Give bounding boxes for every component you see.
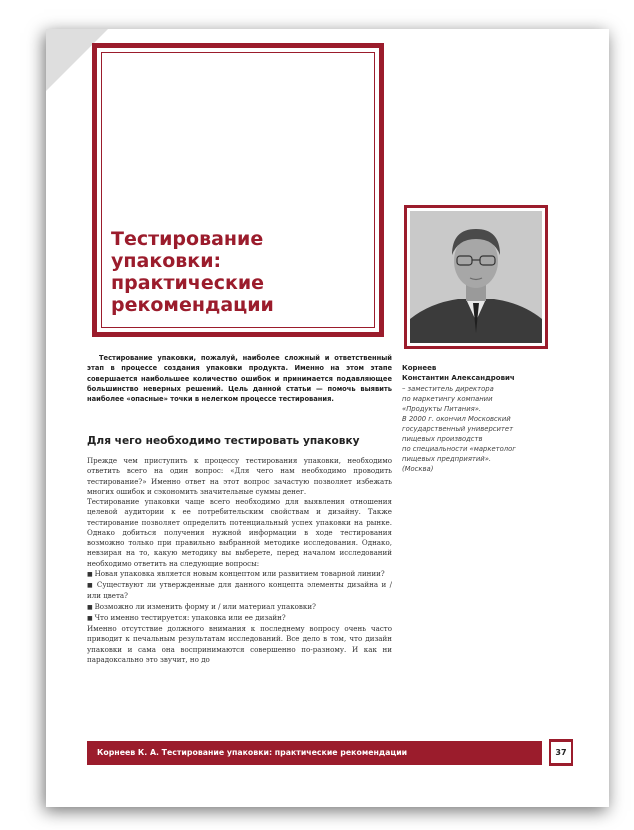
- body-paragraph: Тестирование упаковки чаще всего необходимо для выявления отношения целевой аудитории к ее потребительским свойствам и дизайну. Также тестирование позволяет определить потенциальный успех упаковки на рынке. Однако добиться получения нужной информации в ходе тестирования возможно только при правильно выбранной методике исследования. Однако, невзирая на то, какую методику вы выберете, перед началом исследований необходимо ответить на следующие вопросы:: [87, 497, 392, 568]
- body-paragraph: Прежде чем приступить к процессу тестирования упаковки, необходимо ответить всего на один вопрос: «Для чего нам необходимо проводить тестирование?» Именно ответ на этот вопрос зачастую позволяет избежать многих ошибок и сэкономить значительные суммы денег.: [87, 456, 392, 496]
- section-heading: Для чего необходимо тестировать упаковку: [87, 435, 360, 447]
- article-title: Тестирование упаковки: практические рекомендации: [111, 228, 274, 316]
- author-photo-frame: [404, 205, 548, 349]
- running-footer: Корнеев К. А. Тестирование упаковки: практические рекомендации: [87, 741, 542, 765]
- author-bio-line: пищевых предприятий».: [402, 455, 492, 463]
- author-bio-line: В 2000 г. окончил Московский: [402, 415, 511, 423]
- author-bio: [402, 384, 552, 474]
- page-number: 37: [551, 742, 571, 763]
- author-bio-line: по специальности «маркетолог: [402, 445, 516, 453]
- magazine-page: [46, 29, 609, 807]
- author-photo: [410, 211, 542, 343]
- page-number-box: [549, 739, 573, 766]
- author-portrait-icon: [410, 211, 542, 343]
- article-body: [87, 456, 392, 665]
- body-paragraph: Именно отсутствие должного внимания к последнему вопросу очень часто приводит к печальным результатам исследований. Все дело в том, что дизайн упаковки и сама она воспринимаются совершенно по-разному. И как ни парадоксально это звучит, но до: [87, 624, 392, 664]
- author-bio-line: – заместитель директора: [402, 385, 494, 393]
- question-item: ■ Новая упаковка является новым концептом или развитием товарной линии?: [87, 569, 392, 580]
- lead-paragraph: Тестирование упаковки, пожалуй, наиболее сложный и ответственный этап в процессе создания упаковки продукта. Именно на этом этапе совершается наибольшее количество ошибок и принимается подавляющее большинство неверных решений. Цель данной статьи — помочь выявить наиболее «опасные» точки в нелегком процессе тестирования.: [87, 354, 392, 404]
- title-frame: [92, 43, 384, 337]
- author-bio-line: (Москва): [402, 465, 434, 473]
- author-bio-line: государственный университет: [402, 425, 514, 433]
- author-surname: Корнеев: [402, 364, 437, 372]
- question-item: ■ Что именно тестируется: упаковка или ее дизайн?: [87, 613, 392, 624]
- author-name: [402, 363, 515, 383]
- author-bio-line: пищевых производств: [402, 435, 483, 443]
- question-item: ■ Существуют ли утвержденные для данного концепта элементы дизайна и / или цвета?: [87, 580, 392, 602]
- author-given-names: Константин Александрович: [402, 374, 515, 382]
- question-item: ■ Возможно ли изменить форму и / или материал упаковки?: [87, 602, 392, 613]
- author-bio-line: по маркетингу компании: [402, 395, 493, 403]
- author-bio-line: «Продукты Питания».: [402, 405, 482, 413]
